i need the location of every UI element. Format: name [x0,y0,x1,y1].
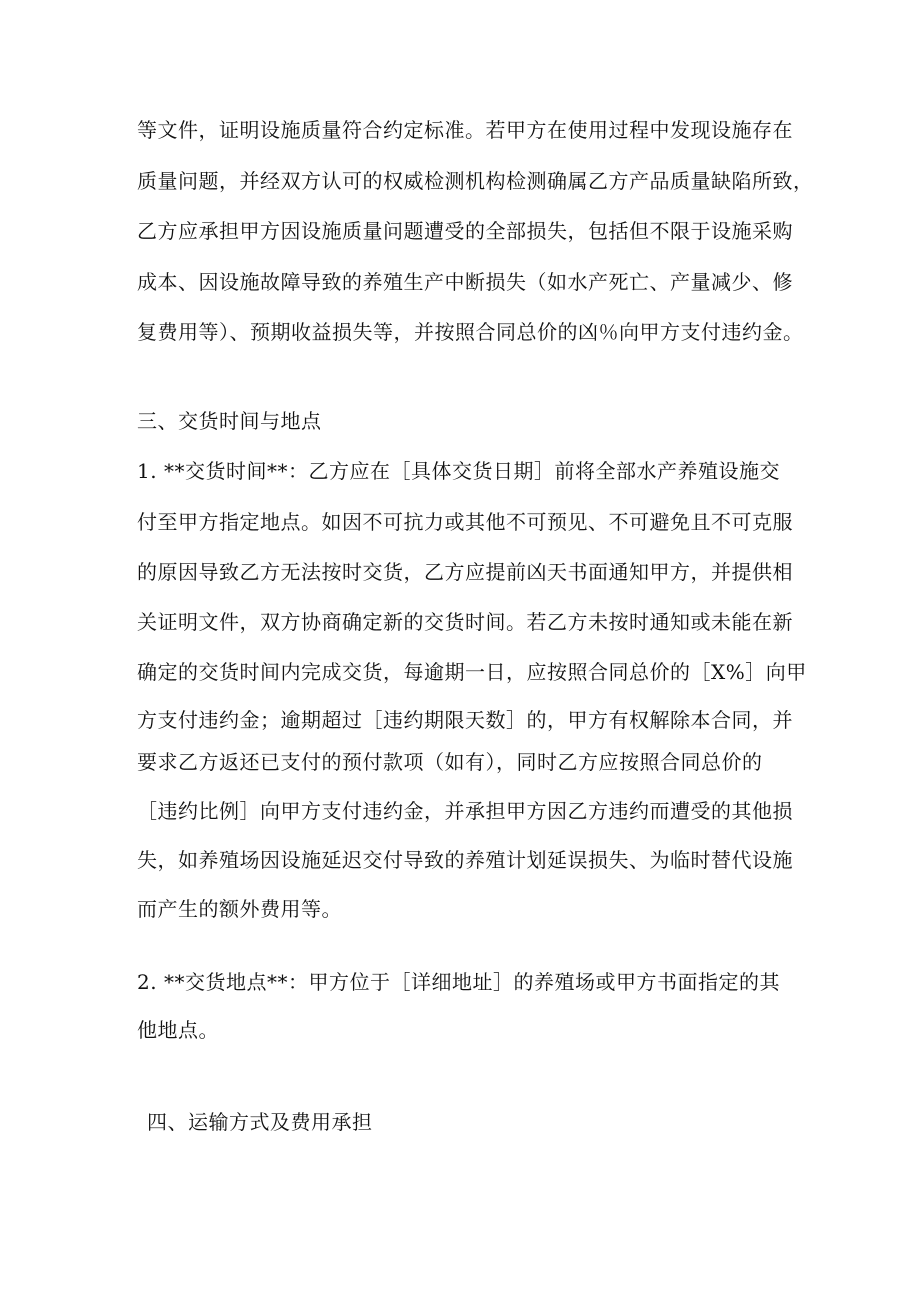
text-line: 复费用等）、预期收益损失等，并按照合同总价的凶％向甲方支付违约金。 [137,320,804,344]
text-line: 而产生的额外费用等。 [137,897,342,921]
section-heading-delivery: 三、交货时间与地点 [137,409,322,433]
text-line: 1. **交货时间**：乙方应在［具体交货日期］前将全部水产养殖设施交 [137,459,780,483]
text-line: 等文件，证明设施质量符合约定标准。若甲方在使用过程中发现设施存在 [137,118,793,142]
text-line: 乙方应承担甲方因设施质量问题遭受的全部损失，包括但不限于设施采购 [137,219,793,243]
text-line: 成本、因设施故障导致的养殖生产中断损失（如水产死亡、产量减少、修 [137,270,793,294]
text-line: 要求乙方返还已支付的预付款项（如有），同时乙方应按照合同总价的 [137,750,763,774]
section-heading-transport: 四、运输方式及费用承担 [147,1110,373,1134]
text-line: 质量问题，并经双方认可的权威检测机构检测确属乙方产品质量缺陷所致， [137,169,814,193]
text-line: 关证明文件，双方协商确定新的交货时间。若乙方未按时通知或未能在新 [137,610,793,634]
text-line: 付至甲方指定地点。如因不可抗力或其他不可预见、不可避免且不可克服 [137,510,793,534]
text-line: ［违约比例］向甲方支付违约金，并承担甲方因乙方违约而遭受的其他损 [137,799,793,823]
text-line: 的原因导致乙方无法按时交货，乙方应提前凶天书面通知甲方，并提供相 [137,560,793,584]
text-line: 失，如养殖场因设施延迟交付导致的养殖计划延误损失、为临时替代设施 [137,848,793,872]
text-line: 2. **交货地点**：甲方位于［详细地址］的养殖场或甲方书面指定的其 [137,970,780,994]
text-line: 他地点。 [137,1018,219,1042]
text-line: 确定的交货时间内完成交货，每逾期一日，应按照合同总价的［X%］向甲 [137,660,807,684]
text-line: 方支付违约金；逾期超过［违约期限天数］的，甲方有权解除本合同，并 [137,708,793,732]
